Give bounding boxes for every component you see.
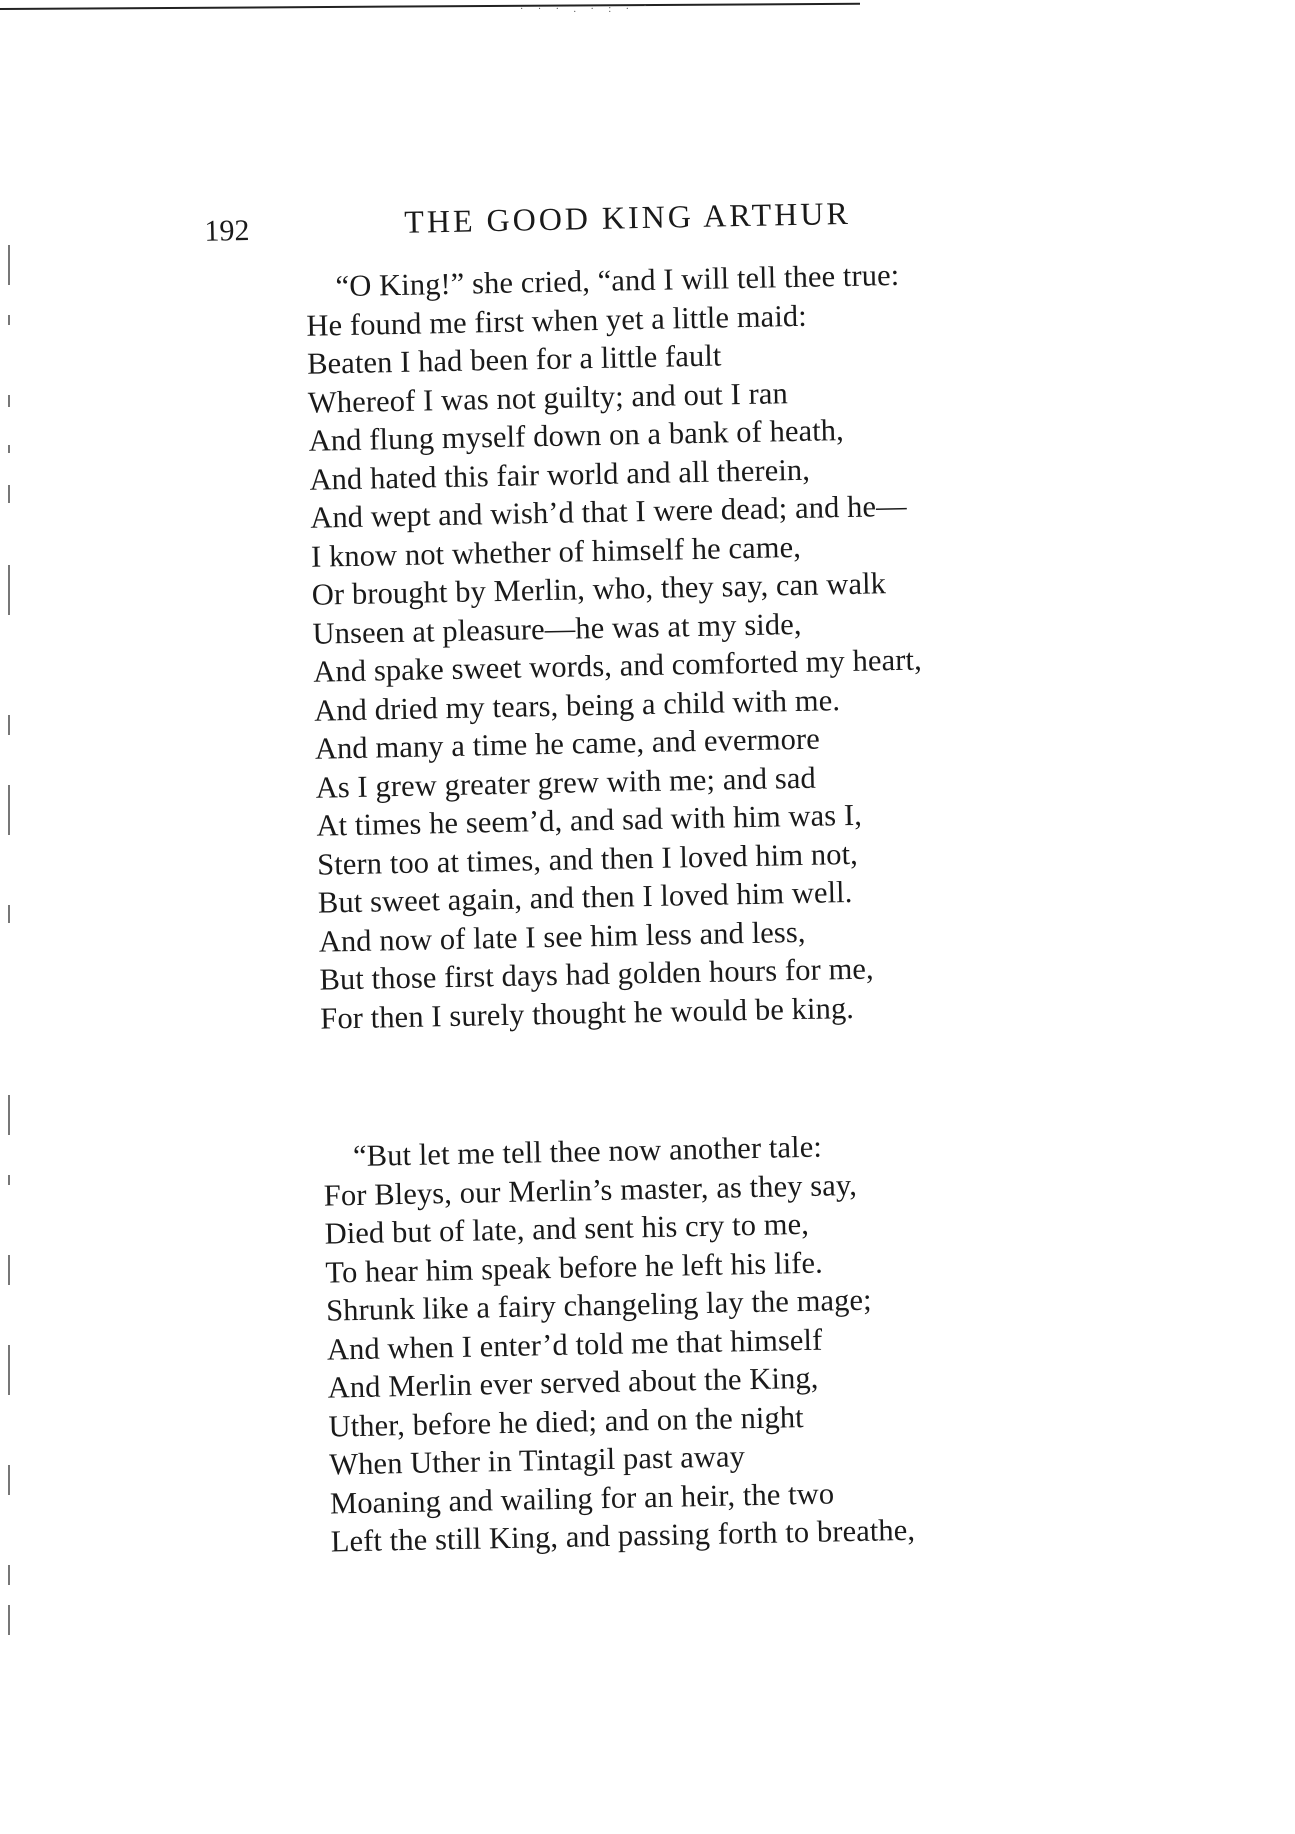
verse-line: But those first days had golden hours for me, bbox=[319, 951, 875, 997]
verse-line: Or brought by Merlin, who, they say, can walk bbox=[311, 566, 887, 612]
stanza-2 bbox=[323, 1126, 916, 1561]
page-number: 192 bbox=[204, 213, 250, 248]
verse-line: And when I enter’d told me that himself bbox=[326, 1322, 823, 1367]
verse-line: “But let me tell thee now another tale: bbox=[352, 1129, 823, 1174]
verse-line: Stern too at times, and then I loved him not, bbox=[316, 836, 859, 882]
verse-line: And flung myself down on a bank of heath, bbox=[308, 413, 845, 458]
stanza-1 bbox=[305, 256, 929, 1038]
verse-line: And spake sweet words, and comforted my heart, bbox=[312, 642, 923, 689]
verse-line: And now of late I see him less and less, bbox=[318, 914, 806, 959]
verse-line: And wept and wish’d that I were dead; and he— bbox=[309, 488, 908, 535]
verse-line: At times he seem’d, and sad with him was I, bbox=[316, 797, 863, 843]
verse-line: And many a time he came, and evermore bbox=[314, 721, 821, 766]
verse-line: Uther, before he died; and on the night bbox=[328, 1399, 805, 1444]
verse-line: As I grew greater grew with me; and sad bbox=[315, 760, 817, 805]
verse-line: And hated this fair world and all therein, bbox=[309, 452, 811, 497]
verse-line: Died but of late, and sent his cry to me, bbox=[324, 1206, 810, 1251]
verse-line: Left the still King, and passing forth to breathe, bbox=[330, 1512, 916, 1559]
verse-line: And Merlin ever served about the King, bbox=[327, 1360, 819, 1405]
verse-line: Whereof I was not guilty; and out I ran bbox=[307, 375, 789, 420]
verse-line: Unseen at pleasure—he was at my side, bbox=[312, 606, 802, 651]
verse-line: And dried my tears, being a child with me. bbox=[313, 682, 841, 728]
verse-line: But sweet again, and then I loved him well. bbox=[317, 874, 853, 920]
verse-line: For then I surely thought he would be king. bbox=[319, 990, 855, 1036]
verse-line: Moaning and wailing for an heir, the two bbox=[329, 1475, 835, 1521]
verse-line: Beaten I had been for a little fault bbox=[306, 338, 722, 381]
verse-line: To hear him speak before he left his life. bbox=[325, 1245, 824, 1290]
verse-line: I know not whether of himself he came, bbox=[310, 529, 802, 574]
verse-line: Shrunk like a fairy changeling lay the mage; bbox=[325, 1282, 873, 1328]
scan-specks: · · · . · : · ˙ bbox=[520, 4, 653, 15]
verse-line: For Bleys, our Merlin’s master, as they say, bbox=[323, 1167, 858, 1213]
running-title: THE GOOD KING ARTHUR bbox=[403, 194, 852, 240]
verse-line: When Uther in Tintagil past away bbox=[328, 1439, 746, 1482]
verse-line: “O King!” she cried, “and I will tell thee true: bbox=[335, 257, 900, 304]
verse-line: He found me first when yet a little maid: bbox=[306, 298, 808, 343]
